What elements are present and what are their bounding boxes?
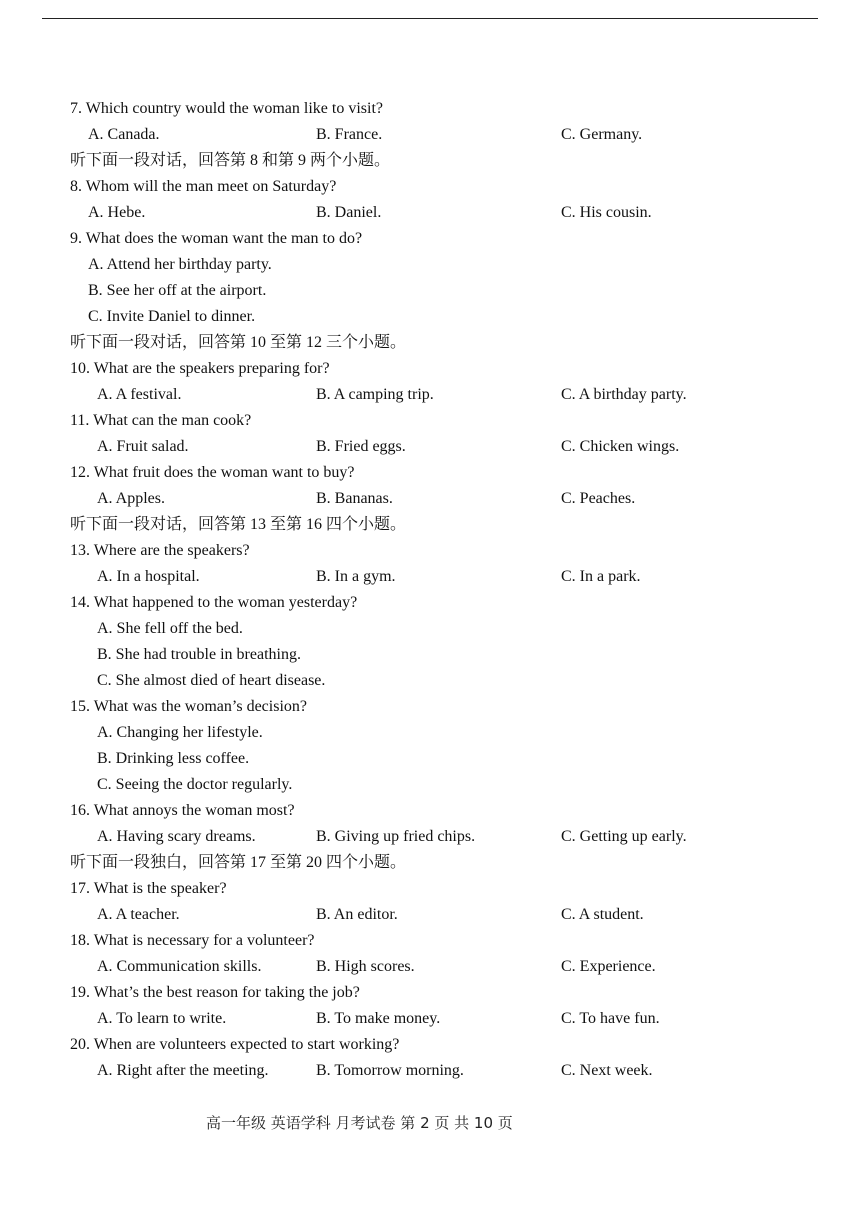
question-stem: 8. Whom will the man meet on Saturday? — [70, 178, 337, 195]
answer-options-row — [70, 200, 830, 226]
answer-option-a: A. Having scary dreams. — [97, 828, 256, 845]
answer-option: B. See her off at the airport. — [88, 282, 267, 299]
answer-option-b: B. Daniel. — [316, 204, 382, 221]
question-stem: 17. What is the speaker? — [70, 880, 227, 897]
answer-options-row — [70, 824, 830, 850]
answer-options-row — [70, 564, 830, 590]
answer-option: A. She fell off the bed. — [97, 620, 243, 637]
answer-option-a: A. Fruit salad. — [97, 438, 189, 455]
exam-content — [70, 96, 830, 1084]
answer-options-row — [70, 902, 830, 928]
answer-option: C. Invite Daniel to dinner. — [88, 308, 256, 325]
answer-option-b: B. Giving up fried chips. — [316, 828, 476, 845]
answer-option-b: B. High scores. — [316, 958, 415, 975]
question-stem: 10. What are the speakers preparing for? — [70, 360, 330, 377]
answer-option: B. She had trouble in breathing. — [97, 646, 301, 663]
answer-option-a: A. A festival. — [97, 386, 182, 403]
answer-options-row — [70, 382, 830, 408]
answer-option-b: B. To make money. — [316, 1010, 441, 1027]
section-instruction: 听下面一段对话，回答第 8 和第 9 两个小题。 — [70, 152, 391, 169]
answer-option-b: B. Fried eggs. — [316, 438, 406, 455]
answer-option-c: C. Experience. — [561, 958, 656, 975]
question-stem: 7. Which country would the woman like to visit? — [70, 100, 383, 117]
answer-option-a: A. To learn to write. — [97, 1010, 227, 1027]
question-stem: 11. What can the man cook? — [70, 412, 252, 429]
question-stem: 19. What’s the best reason for taking the job? — [70, 984, 360, 1001]
question-stem: 18. What is necessary for a volunteer? — [70, 932, 315, 949]
answer-option: A. Changing her lifestyle. — [97, 724, 263, 741]
answer-options-row — [70, 434, 830, 460]
answer-option-a: A. Hebe. — [88, 204, 146, 221]
answer-option-b: B. In a gym. — [316, 568, 396, 585]
question-stem: 12. What fruit does the woman want to buy? — [70, 464, 355, 481]
answer-option-a: A. Communication skills. — [97, 958, 262, 975]
question-stem: 15. What was the woman’s decision? — [70, 698, 307, 715]
section-instruction: 听下面一段对话，回答第 10 至第 12 三个小题。 — [70, 334, 407, 351]
answer-option-a: A. A teacher. — [97, 906, 180, 923]
answer-option-c: C. Next week. — [561, 1062, 653, 1079]
section-instruction: 听下面一段对话，回答第 13 至第 16 四个小题。 — [70, 516, 407, 533]
answer-option-c: C. Peaches. — [561, 490, 636, 507]
answer-option-c: C. In a park. — [561, 568, 641, 585]
question-stem: 20. When are volunteers expected to start working? — [70, 1036, 400, 1053]
answer-option: C. Seeing the doctor regularly. — [97, 776, 293, 793]
answer-option-b: B. An editor. — [316, 906, 398, 923]
answer-options-row — [70, 954, 830, 980]
question-stem: 9. What does the woman want the man to do? — [70, 230, 363, 247]
answer-option-c: C. His cousin. — [561, 204, 652, 221]
answer-option-c: C. A student. — [561, 906, 644, 923]
answer-option-c: C. Chicken wings. — [561, 438, 680, 455]
answer-options-row — [70, 486, 830, 512]
question-stem: 13. Where are the speakers? — [70, 542, 250, 559]
answer-option-b: B. Tomorrow morning. — [316, 1062, 464, 1079]
answer-option-a: A. In a hospital. — [97, 568, 200, 585]
section-instruction: 听下面一段独白，回答第 17 至第 20 四个小题。 — [70, 854, 407, 871]
answer-option-b: B. A camping trip. — [316, 386, 434, 403]
question-stem: 14. What happened to the woman yesterday? — [70, 594, 358, 611]
answer-options-row — [70, 1006, 830, 1032]
answer-option: C. She almost died of heart disease. — [97, 672, 326, 689]
page-footer: 高一年级 英语学科 月考试卷 第 2 页 共 10 页 — [206, 1114, 513, 1132]
answer-options-row — [70, 1058, 830, 1084]
answer-options-row — [70, 122, 830, 148]
answer-option: A. Attend her birthday party. — [88, 256, 272, 273]
answer-option-a: A. Apples. — [97, 490, 165, 507]
answer-option-c: C. A birthday party. — [561, 386, 687, 403]
header-rule — [42, 18, 818, 19]
answer-option-b: B. France. — [316, 126, 383, 143]
answer-option: B. Drinking less coffee. — [97, 750, 250, 767]
answer-option-c: C. To have fun. — [561, 1010, 660, 1027]
answer-option-b: B. Bananas. — [316, 490, 393, 507]
answer-option-c: C. Germany. — [561, 126, 643, 143]
answer-option-a: A. Canada. — [88, 126, 160, 143]
answer-option-a: A. Right after the meeting. — [97, 1062, 269, 1079]
answer-option-c: C. Getting up early. — [561, 828, 687, 845]
question-stem: 16. What annoys the woman most? — [70, 802, 295, 819]
